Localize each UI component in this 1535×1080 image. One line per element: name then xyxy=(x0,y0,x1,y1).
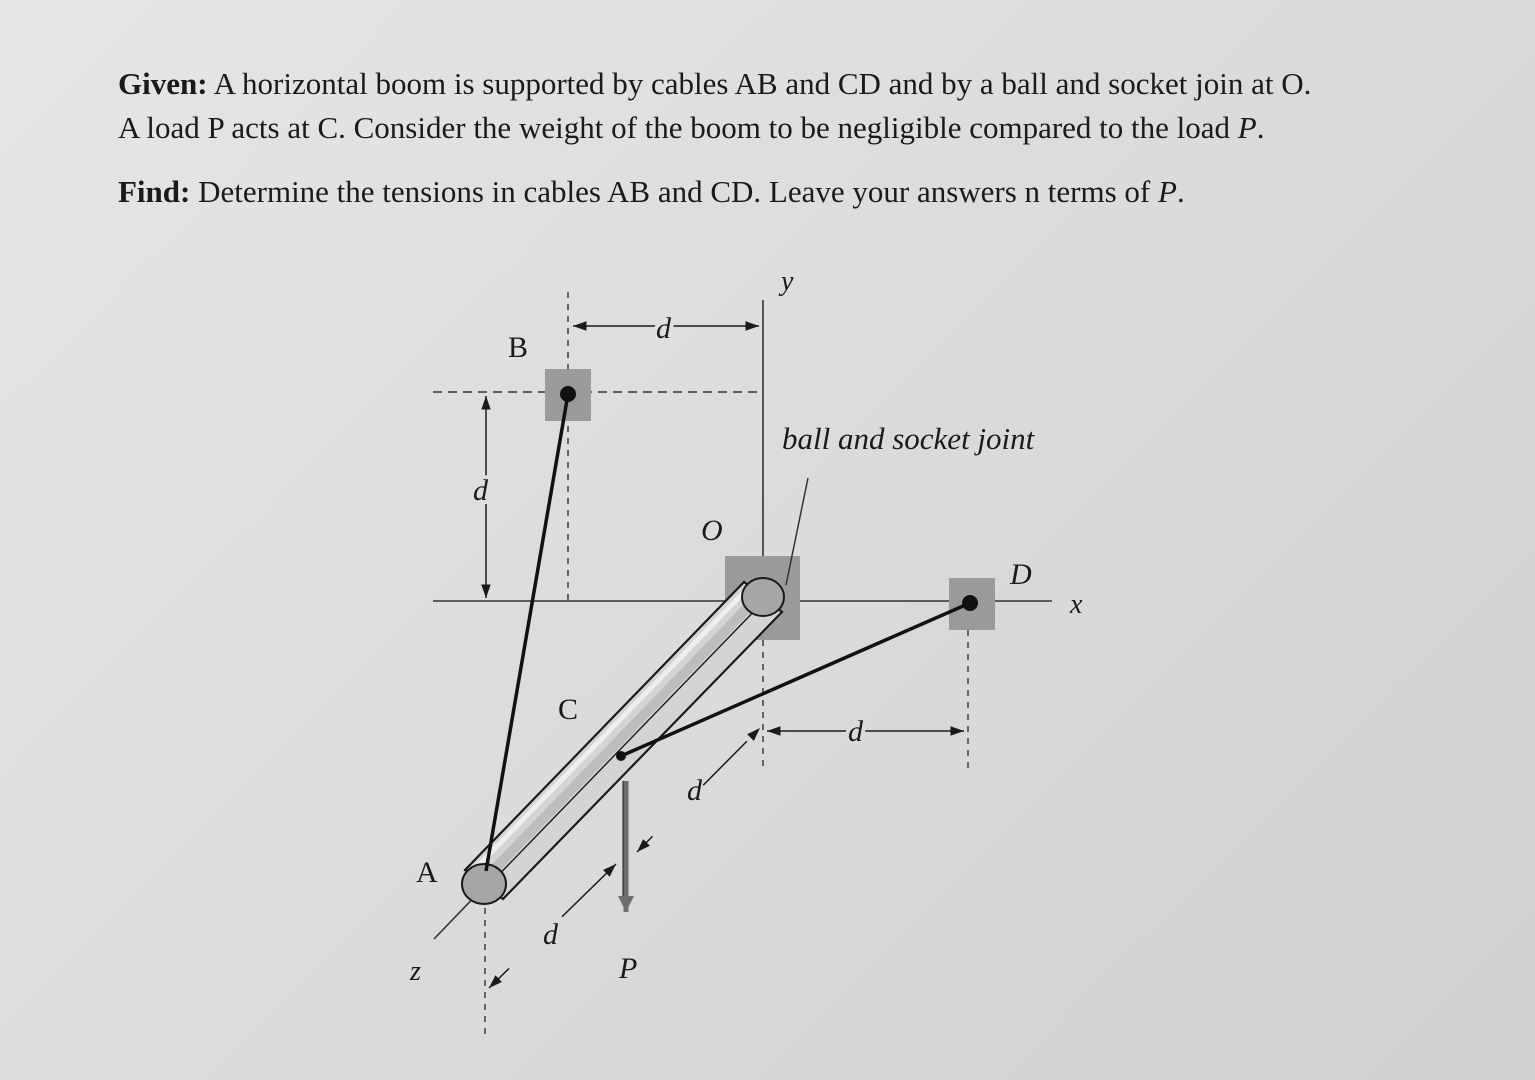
given-line-2: A load P acts at C. Consider the weight of the boom to be negligible compared to the load xyxy=(118,110,1231,145)
label-axis-x: x xyxy=(1070,589,1083,620)
label-dim-c-to-o: d xyxy=(687,774,702,807)
label-dim-b-height: d xyxy=(473,474,488,507)
label-axis-z: z xyxy=(410,956,421,987)
label-dim-o-to-d: d xyxy=(848,715,863,748)
point-d-marker xyxy=(962,595,978,611)
label-point-b: B xyxy=(508,331,529,364)
find-text-end: . xyxy=(1176,174,1185,209)
label-dim-b-to-o: d xyxy=(656,312,671,345)
given-line-2-end: . xyxy=(1256,110,1265,145)
point-c-marker xyxy=(616,751,626,761)
label-point-o: O xyxy=(701,514,723,547)
label-point-c: C xyxy=(558,693,579,726)
point-b-marker xyxy=(560,386,576,402)
find-text: Determine the tensions in cables AB and CD. Leave your answers n terms of xyxy=(198,174,1151,209)
find-label: Find: xyxy=(118,174,191,209)
label-point-d: D xyxy=(1010,558,1032,591)
given-line-1: A horizontal boom is supported by cables AB and CD and by a ball and socket join at O. xyxy=(213,66,1312,101)
label-point-a: A xyxy=(416,856,438,889)
label-axis-y: y xyxy=(781,266,794,297)
label-ball-socket-joint: ball and socket joint xyxy=(782,421,1035,456)
boom-end-a xyxy=(462,864,506,904)
label-dim-a-to-c: d xyxy=(543,918,558,951)
find-load-variable: P xyxy=(1158,174,1177,209)
boom-end-o xyxy=(742,578,784,616)
given-load-variable: P xyxy=(1237,110,1257,145)
given-label: Given: xyxy=(118,66,208,101)
label-load-p: P xyxy=(619,952,638,985)
